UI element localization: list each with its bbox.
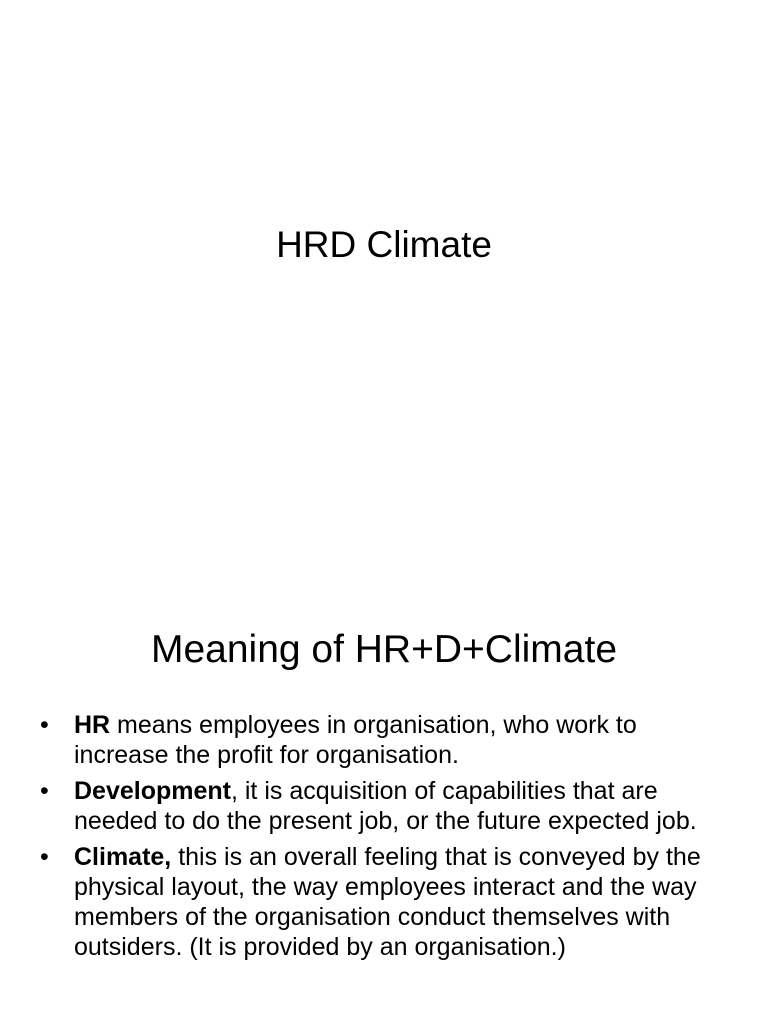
bullet-term: Climate, (74, 843, 172, 871)
bullet-icon: • (40, 843, 49, 871)
bullet-item-climate (40, 842, 730, 962)
bullet-term: HR (74, 711, 111, 739)
bullet-item-hr (40, 710, 730, 770)
bullet-list (40, 710, 730, 968)
bullet-item-development (40, 776, 730, 836)
bullet-text: means employees in organisation, who work to increase the profit for organisation. (74, 711, 637, 769)
bullet-term: Development (74, 777, 231, 805)
slide-heading: Meaning of HR+D+Climate (150, 628, 618, 671)
bullet-text: this is an overall feeling that is conveyed by the physical layout, the way employees interact and the way members of the organisation conduct themselves with outsiders. (It is provided by an organisation.) (74, 843, 701, 961)
bullet-text: , it is acquisition of capabilities that are needed to do the present job, or the future expected job. (74, 777, 697, 835)
slide-title: HRD Climate (276, 224, 492, 265)
bullet-icon: • (40, 777, 49, 805)
content-slide (0, 576, 768, 1024)
bullet-icon: • (40, 711, 49, 739)
